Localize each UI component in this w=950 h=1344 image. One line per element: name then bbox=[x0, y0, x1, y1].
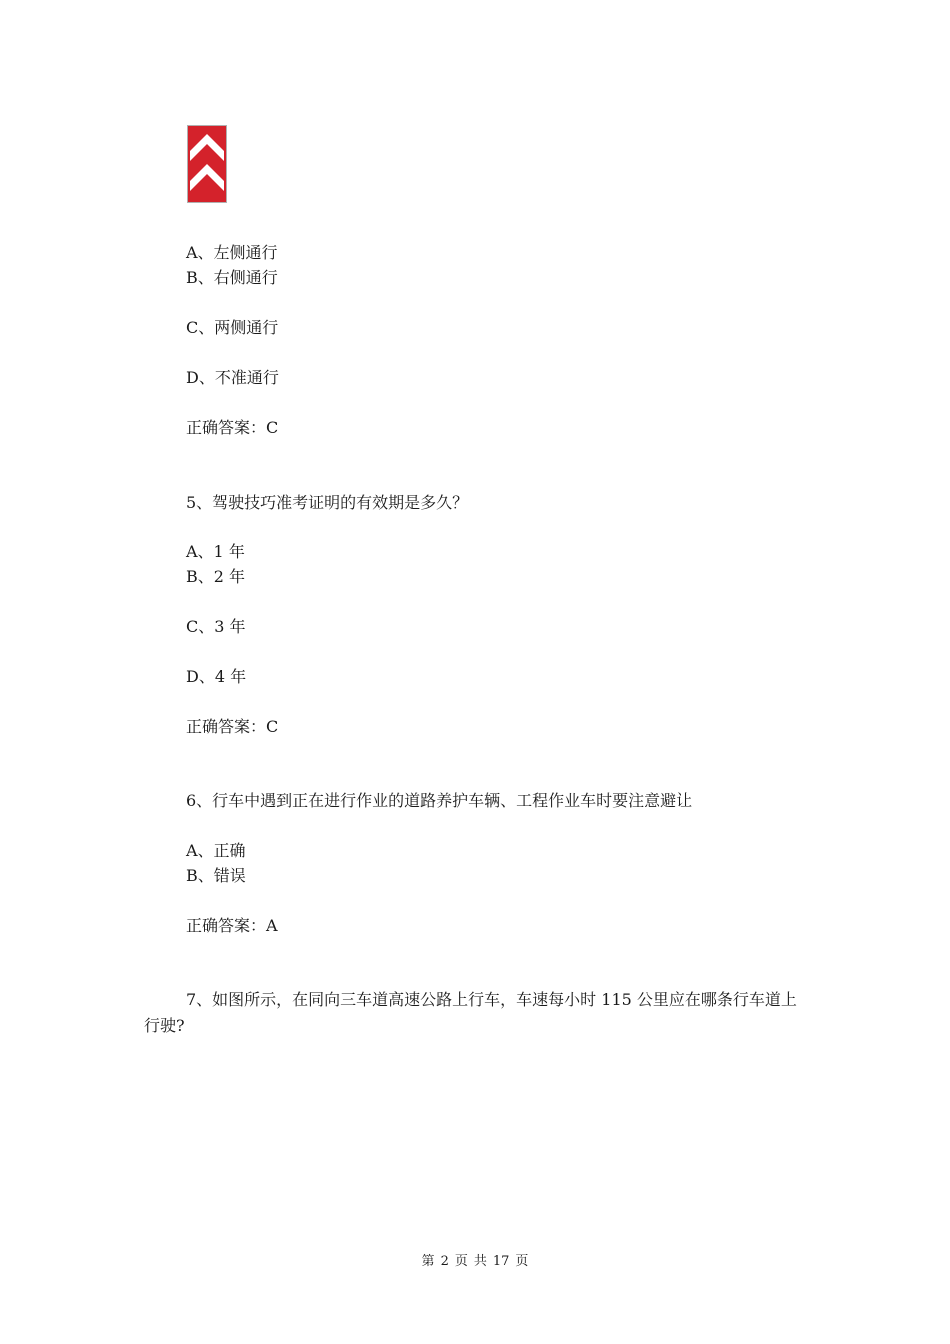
q6-answer: 正确答案：A bbox=[186, 916, 278, 935]
footer-total-pages: 17 bbox=[492, 1254, 510, 1269]
q5-option-d: D、4 年 bbox=[186, 667, 247, 686]
q4-option-b: B、右侧通行 bbox=[186, 268, 278, 287]
footer-label-total: 共 bbox=[473, 1254, 487, 1269]
footer-label-page: 第 bbox=[421, 1254, 435, 1269]
q5-question: 5、驾驶技巧准考证明的有效期是多久？ bbox=[186, 493, 469, 512]
q4-option-a: A、左侧通行 bbox=[186, 243, 278, 262]
q6-option-a: A、正确 bbox=[186, 841, 246, 860]
q6-option-b: B、错误 bbox=[186, 866, 246, 885]
q4-option-d: D、不准通行 bbox=[186, 368, 279, 387]
footer-label-unit: 页 bbox=[454, 1254, 468, 1269]
q7-question-line1: 7、如图所示，在同向三车道高速公路上行车，车速每小时 115 公里应在哪条行车道上 bbox=[186, 990, 797, 1009]
q5-option-c: C、3 年 bbox=[186, 617, 246, 636]
footer-current-page: 2 bbox=[440, 1254, 449, 1269]
footer-label-unit2: 页 bbox=[515, 1254, 529, 1269]
q7-question-line2: 行驶? bbox=[144, 1016, 185, 1035]
q5-option-a: A、1 年 bbox=[186, 542, 245, 561]
q6-question: 6、行车中遇到正在进行作业的道路养护车辆、工程作业车时要注意避让 bbox=[186, 791, 693, 810]
chevron-warning-sign-icon bbox=[187, 125, 227, 203]
page-footer bbox=[0, 1250, 950, 1269]
q5-option-b: B、2 年 bbox=[186, 567, 246, 586]
q4-answer: 正确答案：C bbox=[186, 418, 279, 437]
q5-answer: 正确答案：C bbox=[186, 717, 279, 736]
q4-option-c: C、两侧通行 bbox=[186, 318, 279, 337]
